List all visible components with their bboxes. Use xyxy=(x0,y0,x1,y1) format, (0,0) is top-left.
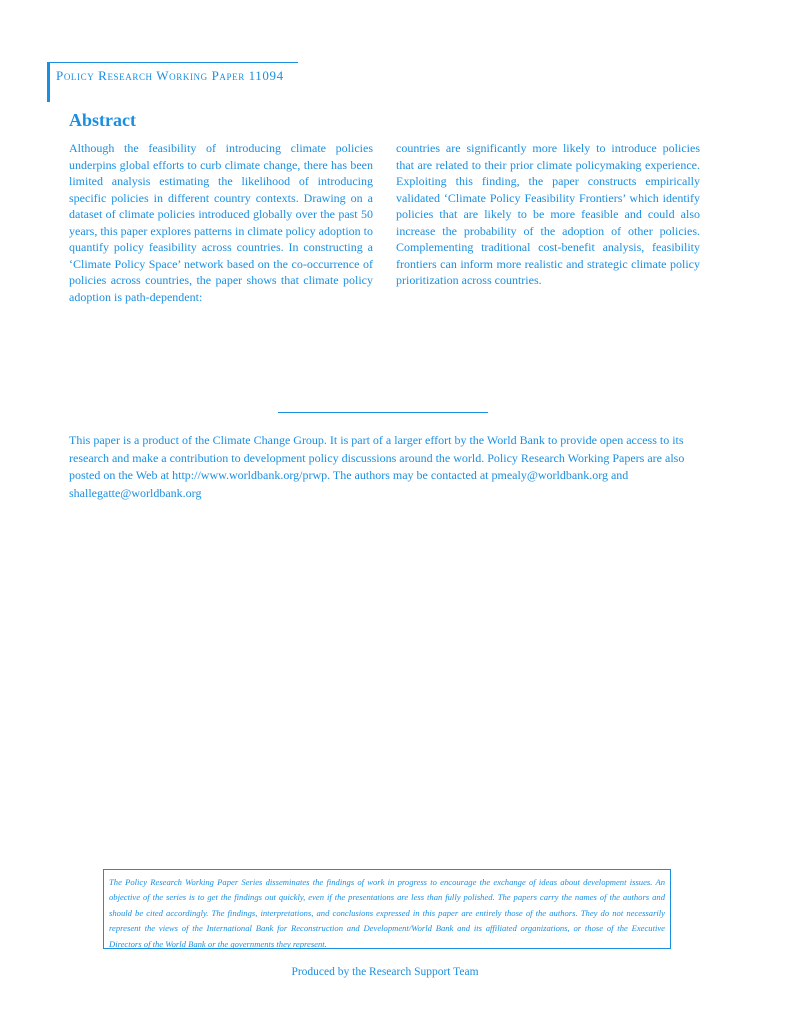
footer-credit: Produced by the Research Support Team xyxy=(291,966,479,978)
disclaimer-text: The Policy Research Working Paper Series disseminates the findings of work in progress to encourage the exchange of ideas about development issues. An objective of the series is to get the findings out quickly, even if the presentations are less than fully polished. The papers carry the names of the authors and should be cited accordingly. The findings, interpretations, and conclusions expressed in this paper are entirely those of the authors. They do not necessarily represent the views of the International Bank for Reconstruction and Development/World Bank and its affiliated organizations, or those of the Executive Directors of the World Bank or the governments they represent. xyxy=(109,877,665,949)
header-rule xyxy=(48,62,298,63)
product-note: This paper is a product of the Climate Change Group. It is part of a larger effort by the World Bank to provide open access to its research and make a contribution to development policy discussions around the world. Policy Research Working Papers are also posted on the Web at http://www.worldbank.org/prwp. The authors may be contacted at pmealy@worldbank.org and shallegatte@worldbank.org xyxy=(69,433,685,500)
section-divider xyxy=(278,412,488,413)
header-accent-bar xyxy=(47,62,50,102)
abstract-right-column: countries are significantly more likely to introduce policies that are related to their prior climate policymaking experience. Exploiting this finding, the paper constructs empirically validated ‘Climate Policy Feasibility Frontiers’ which identify policies that are likely to be more feasible and could also increase the probability of the adoption of other policies. Complementing traditional cost-benefit analysis, feasibility frontiers can inform more realistic and strategic climate policy prioritization across countries. xyxy=(396,141,700,287)
abstract-heading: Abstract xyxy=(69,110,136,130)
disclaimer-box xyxy=(103,869,671,949)
abstract-left-column: Although the feasibility of introducing climate policies underpins global efforts to curb climate change, there has been limited analysis estimating the likelihood of introducing specific policies in different country contexts. Drawing on a dataset of climate policies introduced globally over the past 50 years, this paper explores patterns in climate policy adoption to quantify policy feasibility across countries. In constructing a ‘Climate Policy Space’ network based on the co-occurrence of policies across countries, the paper shows that climate policy adoption is path-dependent: xyxy=(69,141,373,304)
series-title: Policy Research Working Paper 11094 xyxy=(56,68,284,83)
